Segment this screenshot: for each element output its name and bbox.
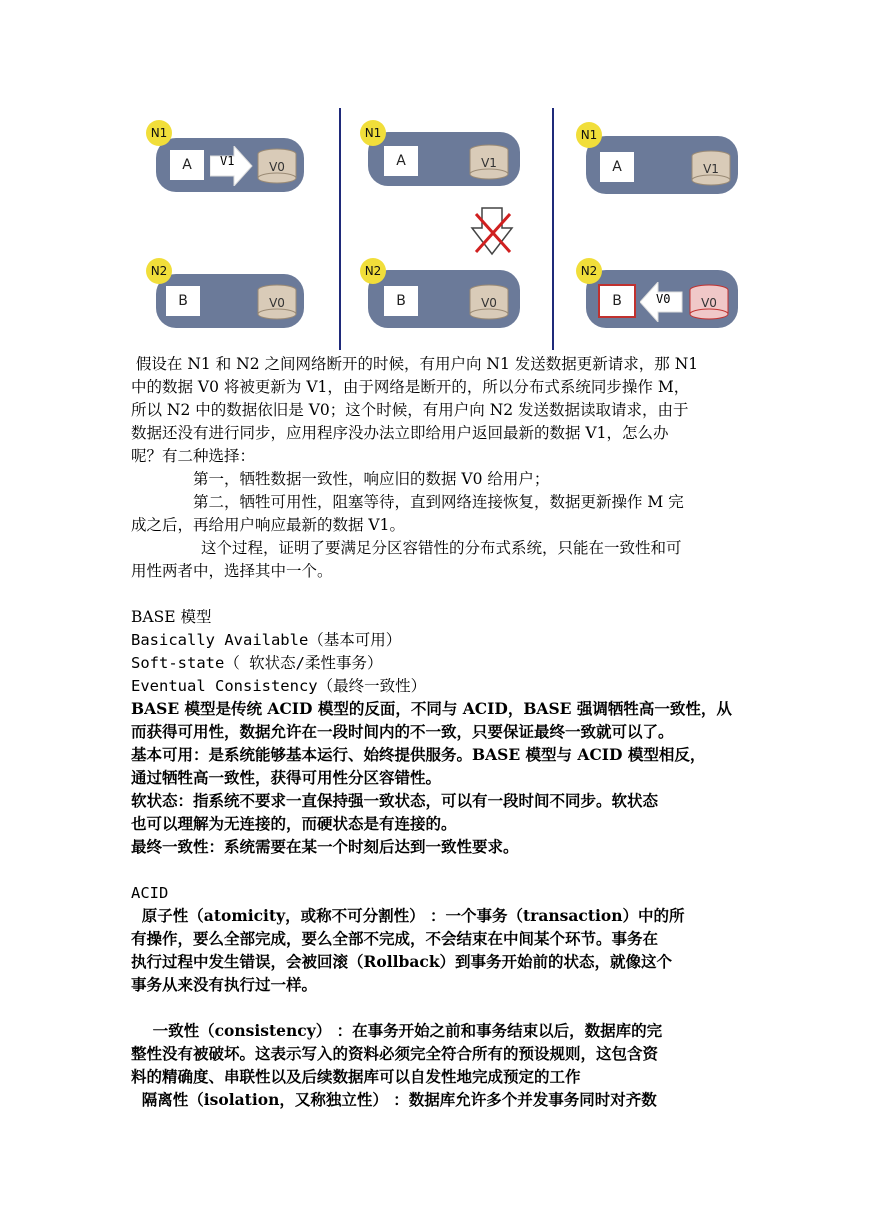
acid-consistency-line: 一致性（consistency） ：在事务开始之前和事务结束以后，数据库的完 (131, 1021, 663, 1040)
divider-line (552, 108, 554, 350)
base-item: Basically Available（基本可用） (131, 631, 402, 649)
app-a: A (170, 150, 204, 180)
database-icon (256, 148, 298, 184)
base-desc-line: 软状态：指系统不要求一直保持强一致状态，可以有一段时间不同步。软状态 (131, 791, 659, 810)
acid-title: ACID (131, 884, 169, 902)
db-value: V1 (703, 162, 719, 176)
acid-isolation-line: 隔离性（isolation，又称独立性） ：数据库允许多个并发事务同时对齐数 (131, 1090, 657, 1109)
app-b: B (384, 286, 418, 316)
text-line: 中的数据 V0 将被更新为 V1，由于网络是断开的，所以分布式系统同步操作 M， (131, 378, 690, 396)
node-label-n1: N1 (146, 120, 172, 146)
database-icon (468, 144, 510, 180)
divider-line (339, 108, 341, 350)
partition-diagram (150, 108, 750, 350)
arrow-label-v0: V0 (656, 292, 671, 306)
blocked-sync-icon (470, 206, 514, 258)
database-icon (468, 284, 510, 320)
conclusion: 这个过程，证明了要满足分区容错性的分布式系统，只能在一致性和可 (201, 539, 682, 557)
acid-consistency-line: 整性没有被破坏。这表示写入的资料必须完全符合所有的预设规则，这包含资 (131, 1044, 659, 1063)
db-value: V0 (481, 296, 497, 310)
base-desc-line: BASE 模型是传统 ACID 模型的反面，不同与 ACID，BASE 强调牺牲高一致性，从 (131, 699, 732, 718)
base-item: Soft-state（ 软状态/柔性事务） (131, 654, 383, 672)
arrow-label-v1: V1 (220, 154, 235, 168)
choice-two: 第二，牺牲可用性，阻塞等待，直到网络连接恢复，数据更新操作 M 完 (193, 493, 684, 511)
db-value: V0 (269, 296, 285, 310)
database-icon (688, 284, 730, 320)
node-label-n2: N2 (576, 258, 602, 284)
choice-two-cont: 成之后，再给用户响应最新的数据 V1。 (131, 516, 405, 534)
text-line: 数据还没有进行同步，应用程序没办法立即给用户返回最新的数据 V1，怎么办 (131, 424, 669, 442)
node-label-n1: N1 (360, 120, 386, 146)
acid-atomicity-line: 执行过程中发生错误，会被回滚（Rollback）到事务开始前的状态，就像这个 (131, 952, 673, 971)
text-line: 呢？有二种选择： (131, 447, 256, 465)
database-icon (690, 150, 732, 186)
conclusion-cont: 用性两者中，选择其中一个。 (131, 562, 333, 580)
node-label-n2: N2 (360, 258, 386, 284)
app-a: A (600, 152, 634, 182)
app-b: B (166, 286, 200, 316)
base-desc-line: 也可以理解为无连接的，而硬状态是有连接的。 (131, 814, 457, 833)
base-desc-line: 而获得可用性，数据允许在一段时间内的不一致，只要保证最终一致就可以了。 (131, 722, 674, 741)
base-title: BASE 模型 (131, 608, 212, 626)
node-label-n1: N1 (576, 122, 602, 148)
text-line: 所以 N2 中的数据依旧是 V0；这个时候，有用户向 N2 发送数据读取请求，由于 (131, 401, 689, 419)
node-label-n2: N2 (146, 258, 172, 284)
database-icon (256, 284, 298, 320)
text-line: 假设在 N1 和 N2 之间网络断开的时候，有用户向 N1 发送数据更新请求，那 N1 (131, 355, 699, 373)
acid-atomicity-line: 原子性（atomicity，或称不可分割性） ：一个事务（transaction）中的所 (131, 906, 685, 925)
db-value: V0 (701, 296, 717, 310)
base-desc-line: 最终一致性：系统需要在某一个时刻后达到一致性要求。 (131, 837, 519, 856)
db-value: V0 (269, 160, 285, 174)
db-value: V1 (481, 156, 497, 170)
app-b: B (600, 286, 634, 316)
acid-consistency-line: 料的精确度、串联性以及后续数据库可以自发性地完成预定的工作 (131, 1067, 581, 1086)
app-a: A (384, 146, 418, 176)
choice-one: 第一，牺牲数据一致性，响应旧的数据 V0 给用户； (193, 470, 550, 488)
base-desc-line: 通过牺牲高一致性，获得可用性分区容错性。 (131, 768, 442, 787)
base-item: Eventual Consistency（最终一致性） (131, 677, 427, 695)
acid-atomicity-line: 有操作，要么全部完成，要么全部不完成，不会结束在中间某个环节。事务在 (131, 929, 659, 948)
acid-atomicity-line: 事务从来没有执行过一样。 (131, 975, 318, 994)
base-desc-line: 基本可用：是系统能够基本运行、始终提供服务。BASE 模型与 ACID 模型相反， (131, 745, 706, 764)
